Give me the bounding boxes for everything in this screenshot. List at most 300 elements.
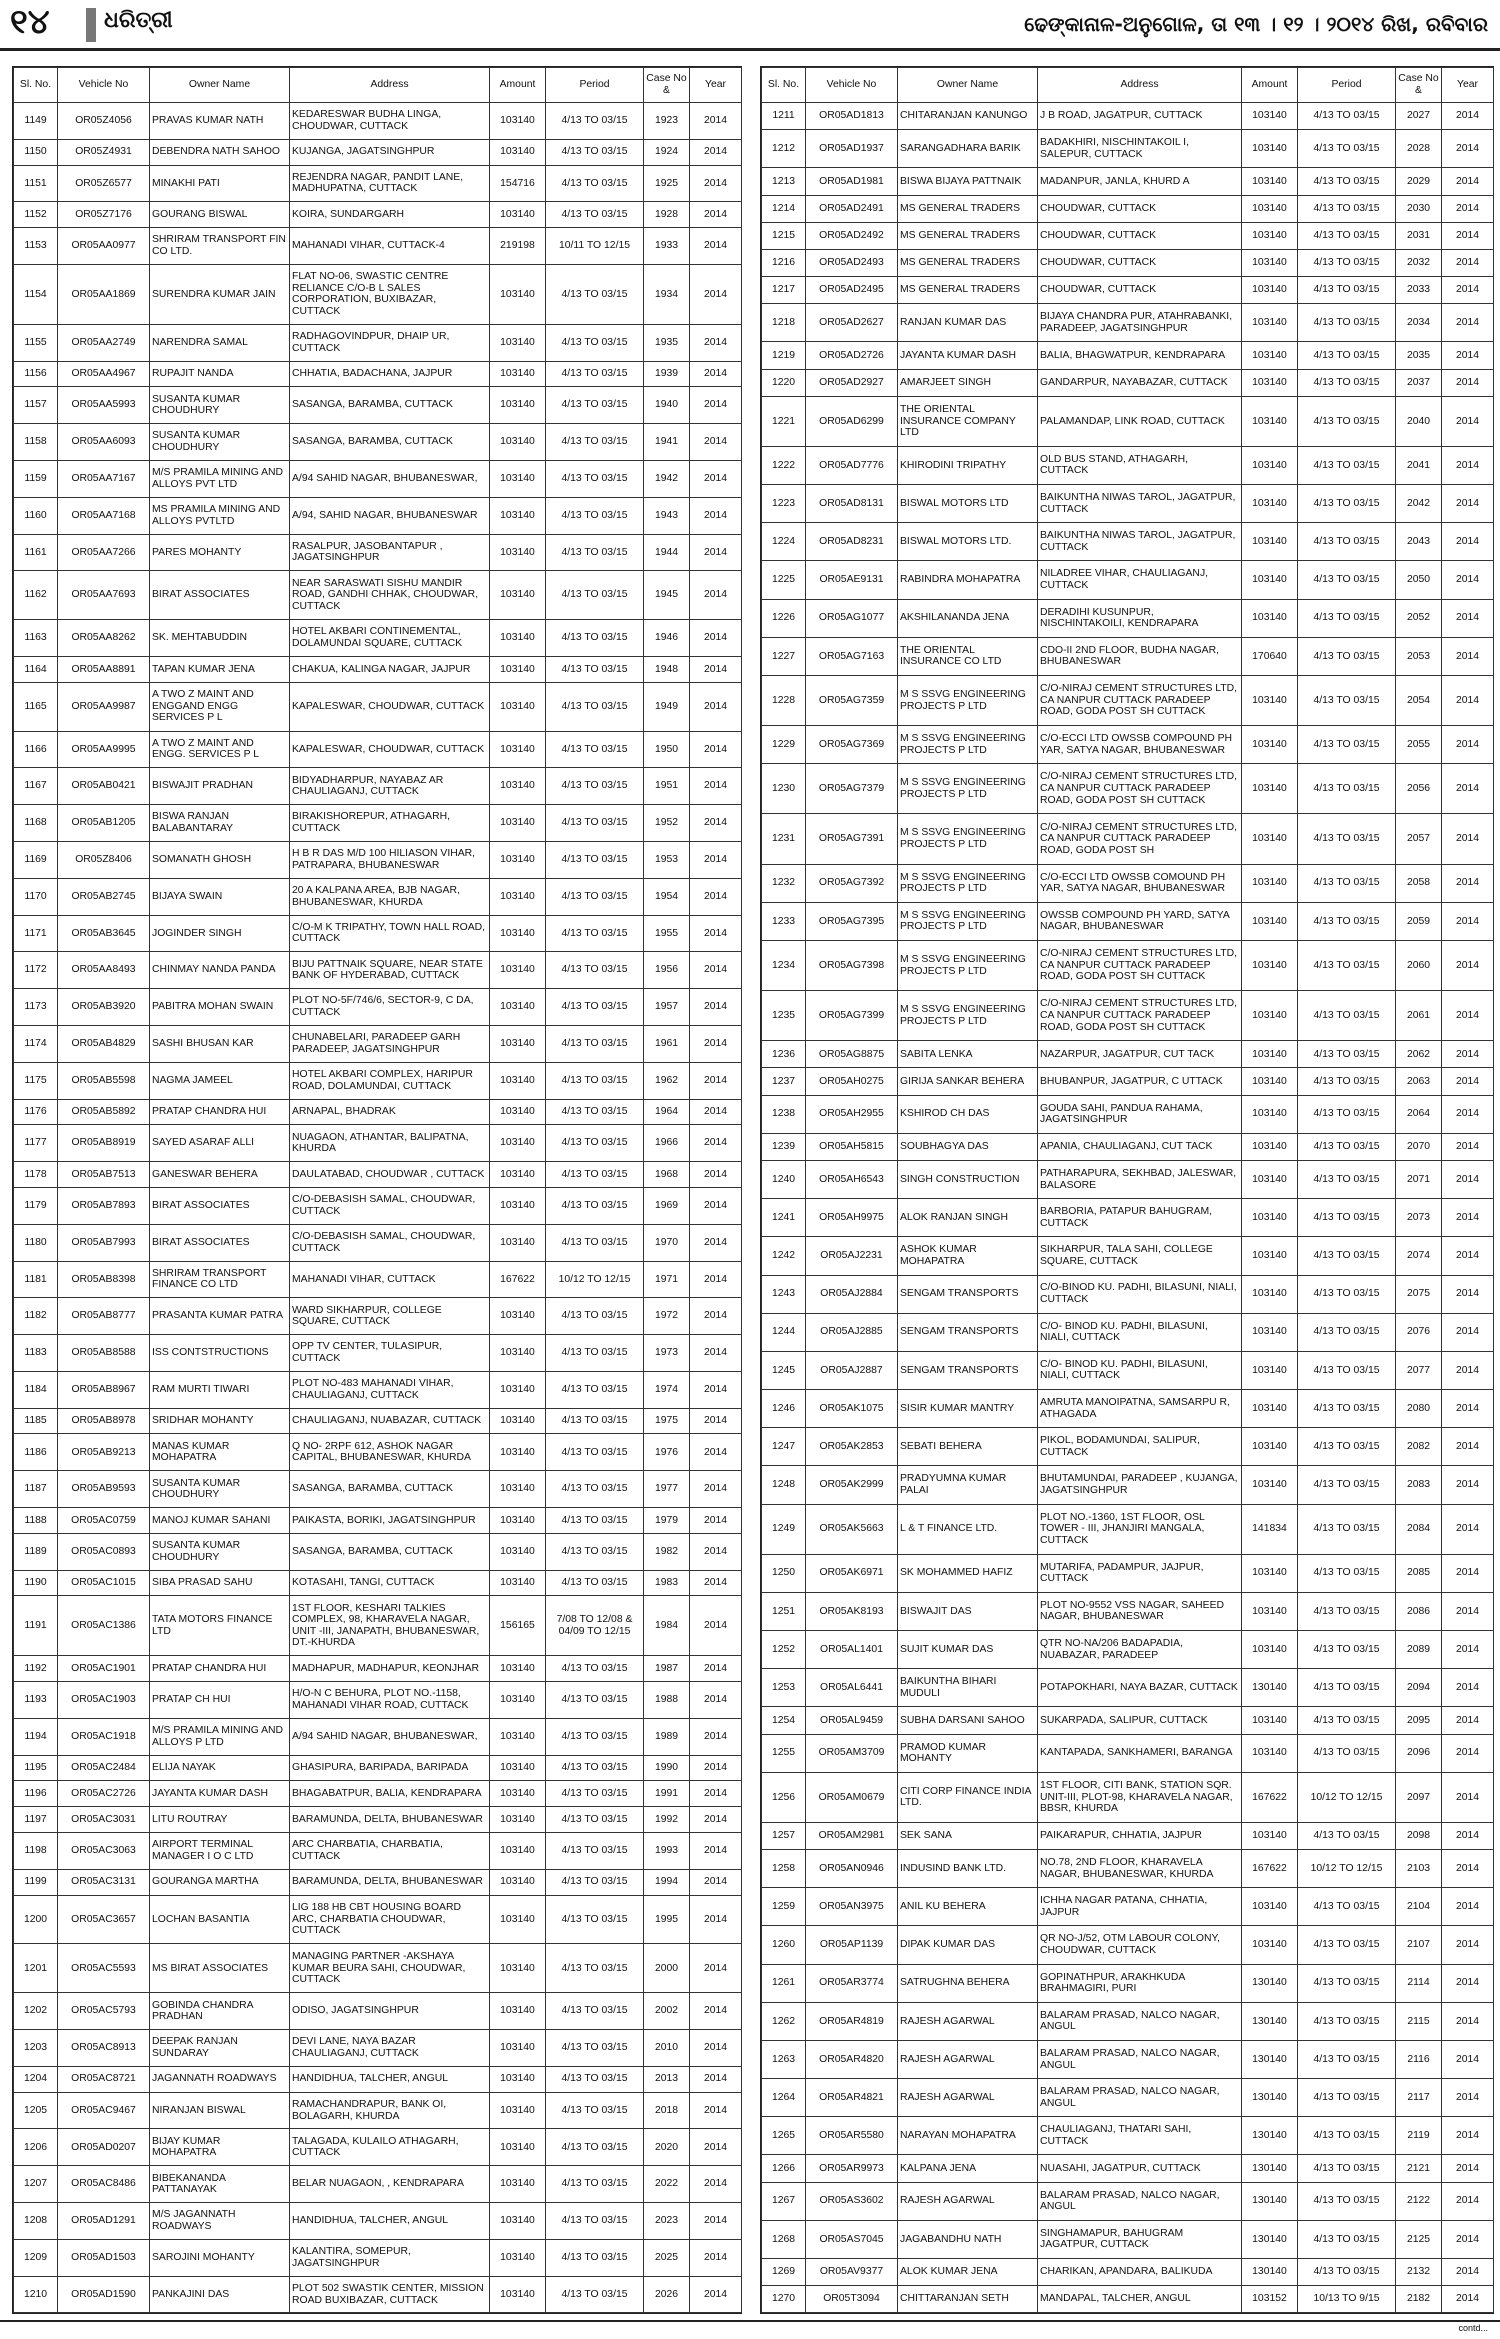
cell-vehicle-no: OR05AA5993: [58, 387, 150, 424]
cell-owner-name: BIRAT ASSOCIATES: [150, 1187, 290, 1224]
cell-vehicle-no: OR05AC0893: [58, 1533, 150, 1570]
cell-address: FLAT NO-06, SWASTIC CENTRE RELIANCE C/O-B L SALES CORPORATION, BUXIBAZAR, CUTTACK: [290, 264, 490, 324]
cell-case-no: 1982: [644, 1533, 690, 1570]
cell-amount: 103140: [490, 424, 546, 461]
cell-owner-name: RAJESH AGARWAL: [898, 2002, 1038, 2040]
table-row: [762, 168, 1494, 195]
table-row: [14, 1807, 742, 1833]
cell-case-no: 2042: [1396, 485, 1442, 523]
cell-amount: 103140: [490, 1371, 546, 1408]
table-row: [762, 2182, 1494, 2220]
cell-period: 4/13 TO 03/15: [1298, 222, 1396, 249]
cell-sl-no: 1252: [762, 1631, 806, 1669]
cell-period: 4/13 TO 03/15: [546, 2092, 644, 2129]
cell-vehicle-no: OR05AJ2887: [806, 1351, 898, 1389]
cell-address: HOTEL AKBARI COMPLEX, HARIPUR ROAD, DOLAMUNDAI, CUTTACK: [290, 1062, 490, 1099]
cell-period: 4/13 TO 03/15: [1298, 1351, 1396, 1389]
cell-case-no: 2115: [1396, 2002, 1442, 2040]
cell-address: QR NO-J/52, OTM LABOUR COLONY, CHOUDWAR, CUTTACK: [1038, 1926, 1242, 1964]
cell-case-no: 1992: [644, 1807, 690, 1833]
cell-case-no: 1984: [644, 1596, 690, 1656]
cell-address: C/O-DEBASISH SAMAL, CHOUDWAR, CUTTACK: [290, 1187, 490, 1224]
table-row: [762, 2002, 1494, 2040]
cell-period: 4/13 TO 03/15: [546, 1099, 644, 1125]
table-row: [14, 1895, 742, 1944]
cell-sl-no: 1151: [14, 165, 58, 202]
cell-year: 2014: [1442, 1822, 1494, 1849]
cell-vehicle-no: OR05AH5815: [806, 1133, 898, 1160]
cell-year: 2014: [690, 1570, 742, 1596]
cell-sl-no: 1185: [14, 1408, 58, 1434]
cell-vehicle-no: OR05AG7379: [806, 764, 898, 814]
cell-sl-no: 1234: [762, 940, 806, 990]
cell-period: 4/13 TO 03/15: [1298, 1707, 1396, 1734]
table-row: [14, 1298, 742, 1335]
header-address: Address: [290, 68, 490, 103]
cell-vehicle-no: OR05AC8721: [58, 2066, 150, 2092]
cell-sl-no: 1262: [762, 2002, 806, 2040]
cell-year: 2014: [1442, 369, 1494, 396]
cell-case-no: 1951: [644, 768, 690, 805]
cell-address: C/O-NIRAJ CEMENT STRUCTURES LTD, CA NANPUR CUTTACK PARADEEP ROAD, GODA POST SH CUTTACK: [1038, 940, 1242, 990]
table-row: [762, 814, 1494, 864]
cell-sl-no: 1200: [14, 1895, 58, 1944]
cell-address: OWSSB COMPOUND PH YARD, SATYA NAGAR, BHUBANESWAR: [1038, 902, 1242, 940]
cell-amount: 103140: [1242, 1160, 1298, 1198]
cell-owner-name: NARENDRA SAMAL: [150, 324, 290, 361]
cell-amount: 167622: [1242, 1772, 1298, 1822]
cell-case-no: 2031: [1396, 222, 1442, 249]
cell-address: BIRAKISHOREPUR, ATHAGARH, CUTTACK: [290, 805, 490, 842]
cell-vehicle-no: OR05AL9459: [806, 1707, 898, 1734]
cell-owner-name: M/S PRAMILA MINING AND ALLOYS P LTD: [150, 1718, 290, 1755]
cell-case-no: 1923: [644, 103, 690, 140]
cell-sl-no: 1205: [14, 2092, 58, 2129]
cell-year: 2014: [1442, 1554, 1494, 1592]
cell-case-no: 1953: [644, 841, 690, 878]
cell-amount: 103140: [490, 2092, 546, 2129]
cell-owner-name: RUPAJIT NANDA: [150, 361, 290, 387]
cell-case-no: 2080: [1396, 1390, 1442, 1428]
cell-owner-name: BIBEKANANDA PATTANAYAK: [150, 2166, 290, 2203]
cell-vehicle-no: OR05AJ2231: [806, 1237, 898, 1275]
table-row: [762, 1041, 1494, 1068]
cell-address: SINGHAMAPUR, BAHUGRAM JAGATPUR, CUTTACK: [1038, 2220, 1242, 2258]
cell-vehicle-no: OR05AP1139: [806, 1926, 898, 1964]
table-row: [14, 878, 742, 915]
cell-sl-no: 1179: [14, 1187, 58, 1224]
cell-case-no: 2041: [1396, 446, 1442, 484]
header-sl-no: Sl. No.: [14, 68, 58, 103]
table-row: [14, 1471, 742, 1508]
cell-vehicle-no: OR05AL6441: [806, 1669, 898, 1707]
cell-owner-name: M/S PRAMILA MINING AND ALLOYS PVT LTD: [150, 460, 290, 497]
cell-period: 4/13 TO 03/15: [1298, 1926, 1396, 1964]
cell-period: 4/13 TO 03/15: [546, 805, 644, 842]
cell-address: CDO-II 2ND FLOOR, BUDHA NAGAR, BHUBANESWAR: [1038, 637, 1242, 675]
cell-period: 4/13 TO 03/15: [546, 1335, 644, 1372]
cell-case-no: 1952: [644, 805, 690, 842]
cell-sl-no: 1215: [762, 222, 806, 249]
cell-year: 2014: [1442, 1133, 1494, 1160]
table-row: [14, 103, 742, 140]
cell-sl-no: 1224: [762, 523, 806, 561]
table-row: [14, 768, 742, 805]
cell-period: 4/13 TO 03/15: [546, 952, 644, 989]
cell-case-no: 2094: [1396, 1669, 1442, 1707]
cell-case-no: 1962: [644, 1062, 690, 1099]
cell-case-no: 2076: [1396, 1313, 1442, 1351]
cell-sl-no: 1203: [14, 2030, 58, 2067]
cell-year: 2014: [690, 2276, 742, 2313]
cell-address: SASANGA, BARAMBA, CUTTACK: [290, 1471, 490, 1508]
cell-amount: 103140: [1242, 599, 1298, 637]
cell-address: A/94 SAHID NAGAR, BHUBANESWAR,: [290, 1718, 490, 1755]
cell-year: 2014: [1442, 1631, 1494, 1669]
cell-case-no: 2070: [1396, 1133, 1442, 1160]
cell-year: 2014: [1442, 1275, 1494, 1313]
cell-period: 4/13 TO 03/15: [546, 2203, 644, 2240]
cell-case-no: 2000: [644, 1944, 690, 1993]
cell-vehicle-no: OR05AA6093: [58, 424, 150, 461]
cell-address: SASANGA, BARAMBA, CUTTACK: [290, 424, 490, 461]
cell-case-no: 2023: [644, 2203, 690, 2240]
footer-rule: [0, 2320, 1500, 2322]
table-row: [762, 2117, 1494, 2155]
table-row: [762, 304, 1494, 342]
table-header-row: [762, 68, 1494, 103]
cell-sl-no: 1237: [762, 1068, 806, 1095]
cell-year: 2014: [690, 2066, 742, 2092]
cell-year: 2014: [690, 2166, 742, 2203]
cell-sl-no: 1246: [762, 1390, 806, 1428]
cell-year: 2014: [1442, 2220, 1494, 2258]
cell-sl-no: 1159: [14, 460, 58, 497]
cell-address: BHAGABATPUR, BALIA, KENDRAPARA: [290, 1781, 490, 1807]
cell-sl-no: 1231: [762, 814, 806, 864]
cell-address: GHASIPURA, BARIPADA, BARIPADA: [290, 1755, 490, 1781]
table-header-row: [14, 68, 742, 103]
cell-period: 4/13 TO 03/15: [1298, 764, 1396, 814]
table-row: [762, 675, 1494, 725]
cell-amount: 103140: [1242, 675, 1298, 725]
table-row: [762, 637, 1494, 675]
table-row: [762, 864, 1494, 902]
cell-case-no: 2027: [1396, 103, 1442, 130]
cell-owner-name: BAIKUNTHA BIHARI MUDULI: [898, 1669, 1038, 1707]
cell-year: 2014: [1442, 222, 1494, 249]
cell-year: 2014: [690, 2030, 742, 2067]
cell-year: 2014: [1442, 2155, 1494, 2182]
cell-vehicle-no: OR05AC1015: [58, 1570, 150, 1596]
cell-year: 2014: [1442, 1351, 1494, 1389]
cell-amount: 103140: [1242, 991, 1298, 1041]
cell-sl-no: 1168: [14, 805, 58, 842]
cell-period: 4/13 TO 03/15: [1298, 1554, 1396, 1592]
cell-vehicle-no: OR05AG1077: [806, 599, 898, 637]
cell-address: C/O-BINOD KU. PADHI, BILASUNI, NIALI, CUTTACK: [1038, 1275, 1242, 1313]
cell-year: 2014: [1442, 1466, 1494, 1504]
cell-amount: 103140: [490, 1508, 546, 1534]
header-vehicle-no: Vehicle No: [58, 68, 150, 103]
cell-owner-name: SENGAM TRANSPORTS: [898, 1275, 1038, 1313]
cell-year: 2014: [690, 2092, 742, 2129]
cell-amount: 130140: [1242, 2002, 1298, 2040]
cell-year: 2014: [690, 989, 742, 1026]
cell-period: 4/13 TO 03/15: [546, 768, 644, 805]
cell-period: 4/13 TO 03/15: [546, 1718, 644, 1755]
cell-case-no: 2060: [1396, 940, 1442, 990]
cell-address: H/O-N C BEHURA, PLOT NO.-1158, MAHANADI VIHAR ROAD, CUTTACK: [290, 1682, 490, 1719]
cell-year: 2014: [690, 460, 742, 497]
cell-address: BADAKHIRI, NISCHINTAKOIL I, SALEPUR, CUTTACK: [1038, 130, 1242, 168]
masthead-divider: [86, 8, 96, 42]
cell-amount: 103140: [1242, 864, 1298, 902]
table-row: [14, 1508, 742, 1534]
table-row: [762, 1707, 1494, 1734]
cell-case-no: 2182: [1396, 2286, 1442, 2313]
cell-year: 2014: [1442, 2079, 1494, 2117]
cell-case-no: 1983: [644, 1570, 690, 1596]
cell-address: C/O-NIRAJ CEMENT STRUCTURES LTD, CA NANPUR CUTTACK PARADEEP ROAD, GODA POST SH: [1038, 814, 1242, 864]
cell-address: OLD BUS STAND, ATHAGARH, CUTTACK: [1038, 446, 1242, 484]
cell-address: BIDYADHARPUR, NAYABAZ AR CHAULIAGANJ, CUTTACK: [290, 768, 490, 805]
table-row: [14, 805, 742, 842]
cell-year: 2014: [690, 768, 742, 805]
cell-vehicle-no: OR05AH9975: [806, 1199, 898, 1237]
table-row: [762, 222, 1494, 249]
cell-case-no: 1925: [644, 165, 690, 202]
cell-sl-no: 1199: [14, 1869, 58, 1895]
cell-vehicle-no: OR05AL1401: [806, 1631, 898, 1669]
cell-address: PLOT 502 SWASTIK CENTER, MISSION ROAD BUXIBAZAR, CUTTACK: [290, 2276, 490, 2313]
cell-case-no: 1945: [644, 571, 690, 620]
cell-period: 4/13 TO 03/15: [1298, 446, 1396, 484]
cell-case-no: 2028: [1396, 130, 1442, 168]
cell-vehicle-no: OR05AA7266: [58, 534, 150, 571]
cell-owner-name: THE ORIENTAL INSURANCE CO LTD: [898, 637, 1038, 675]
cell-amount: 103140: [1242, 396, 1298, 446]
cell-vehicle-no: OR05AB8777: [58, 1298, 150, 1335]
cell-year: 2014: [1442, 130, 1494, 168]
cell-amount: 103140: [1242, 485, 1298, 523]
cell-vehicle-no: OR05AK5663: [806, 1504, 898, 1554]
cell-year: 2014: [1442, 637, 1494, 675]
cell-address: KOIRA, SUNDARGARH: [290, 202, 490, 228]
cell-owner-name: BIJAYA SWAIN: [150, 878, 290, 915]
cell-owner-name: DIPAK KUMAR DAS: [898, 1926, 1038, 1964]
cell-year: 2014: [1442, 991, 1494, 1041]
cell-sl-no: 1218: [762, 304, 806, 342]
cell-owner-name: KHIRODINI TRIPATHY: [898, 446, 1038, 484]
cell-period: 4/13 TO 03/15: [546, 841, 644, 878]
cell-owner-name: NAGMA JAMEEL: [150, 1062, 290, 1099]
cell-amount: 103140: [1242, 1068, 1298, 1095]
cell-period: 10/12 TO 12/15: [1298, 1772, 1396, 1822]
cell-vehicle-no: OR05AA4967: [58, 361, 150, 387]
cell-year: 2014: [1442, 1707, 1494, 1734]
cell-address: J B ROAD, JAGATPUR, CUTTACK: [1038, 103, 1242, 130]
cell-owner-name: SHRIRAM TRANSPORT FINANCE CO LTD: [150, 1261, 290, 1298]
cell-year: 2014: [690, 915, 742, 952]
cell-year: 2014: [1442, 1964, 1494, 2002]
table-row: [762, 599, 1494, 637]
cell-owner-name: SINGH CONSTRUCTION: [898, 1160, 1038, 1198]
cell-sl-no: 1149: [14, 103, 58, 140]
cell-year: 2014: [690, 1224, 742, 1261]
cell-address: C/O- BINOD KU. PADHI, BILASUNI, NIALI, CUTTACK: [1038, 1313, 1242, 1351]
cell-owner-name: GIRIJA SANKAR BEHERA: [898, 1068, 1038, 1095]
cell-amount: 103140: [1242, 1926, 1298, 1964]
cell-address: KAPALESWAR, CHOUDWAR, CUTTACK: [290, 731, 490, 768]
cell-address: C/O-ECCI LTD OWSSB COMOUND PH YAR, SATYA NAGAR, BHUBANESWAR: [1038, 864, 1242, 902]
cell-case-no: 1993: [644, 1833, 690, 1870]
cell-amount: 103140: [1242, 1592, 1298, 1630]
cell-year: 2014: [690, 1335, 742, 1372]
cell-year: 2014: [1442, 1504, 1494, 1554]
cell-owner-name: BISWAL MOTORS LTD.: [898, 523, 1038, 561]
cell-period: 4/13 TO 03/15: [546, 1224, 644, 1261]
cell-year: 2014: [1442, 1237, 1494, 1275]
cell-owner-name: ELIJA NAYAK: [150, 1755, 290, 1781]
cell-year: 2014: [690, 571, 742, 620]
cell-vehicle-no: OR05AM3709: [806, 1734, 898, 1772]
cell-year: 2014: [1442, 1592, 1494, 1630]
cell-period: 4/13 TO 03/15: [546, 2030, 644, 2067]
cell-sl-no: 1263: [762, 2040, 806, 2078]
cell-vehicle-no: OR05AD2726: [806, 342, 898, 369]
cell-case-no: 1989: [644, 1718, 690, 1755]
table-row: [14, 1125, 742, 1162]
masthead-rule: [0, 48, 1500, 51]
cell-amount: 103140: [1242, 1275, 1298, 1313]
cell-sl-no: 1193: [14, 1682, 58, 1719]
cell-vehicle-no: OR05AM2981: [806, 1822, 898, 1849]
cell-amount: 103140: [1242, 195, 1298, 222]
cell-year: 2014: [690, 1298, 742, 1335]
cell-sl-no: 1265: [762, 2117, 806, 2155]
cell-sl-no: 1160: [14, 497, 58, 534]
cell-address: C/O-NIRAJ CEMENT STRUCTURES LTD, CA NANPUR CUTTACK PARADEEP ROAD, GODA POST SH CUTTACK: [1038, 991, 1242, 1041]
cell-case-no: 2074: [1396, 1237, 1442, 1275]
cell-period: 4/13 TO 03/15: [546, 1062, 644, 1099]
cell-vehicle-no: OR05AN0946: [806, 1850, 898, 1888]
cell-address: BIJAYA CHANDRA PUR, ATAHRABANKI, PARADEEP, JAGATSINGHPUR: [1038, 304, 1242, 342]
cell-sl-no: 1174: [14, 1025, 58, 1062]
header-owner-name: Owner Name: [150, 68, 290, 103]
cell-amount: 103140: [1242, 1390, 1298, 1428]
cell-amount: 103140: [1242, 277, 1298, 304]
cell-sl-no: 1209: [14, 2239, 58, 2276]
left-table-panel: [12, 66, 742, 2314]
cell-year: 2014: [690, 1755, 742, 1781]
table-row: [762, 277, 1494, 304]
cell-period: 4/13 TO 03/15: [546, 620, 644, 657]
cell-period: 4/13 TO 03/15: [1298, 1466, 1396, 1504]
cell-owner-name: JAGABANDHU NATH: [898, 2220, 1038, 2258]
table-row: [14, 915, 742, 952]
cell-period: 4/13 TO 03/15: [546, 1807, 644, 1833]
cell-year: 2014: [1442, 1850, 1494, 1888]
cell-year: 2014: [690, 682, 742, 731]
table-row: [762, 1669, 1494, 1707]
cell-vehicle-no: OR05AB8588: [58, 1335, 150, 1372]
table-row: [14, 424, 742, 461]
table-row: [14, 620, 742, 657]
header-case-no: Case No &: [1396, 68, 1442, 103]
table-row: [762, 103, 1494, 130]
cell-vehicle-no: OR05AB5892: [58, 1099, 150, 1125]
cell-sl-no: 1239: [762, 1133, 806, 1160]
cell-period: 4/13 TO 03/15: [1298, 2117, 1396, 2155]
table-row: [762, 1428, 1494, 1466]
table-row: [762, 1390, 1494, 1428]
cell-case-no: 2114: [1396, 1964, 1442, 2002]
cell-owner-name: ALOK KUMAR JENA: [898, 2258, 1038, 2285]
cell-sl-no: 1157: [14, 387, 58, 424]
cell-sl-no: 1261: [762, 1964, 806, 2002]
cell-address: 20 A KALPANA AREA, BJB NAGAR, BHUBANESWAR, KHURDA: [290, 878, 490, 915]
cell-amount: 103140: [1242, 130, 1298, 168]
cell-year: 2014: [1442, 1068, 1494, 1095]
cell-amount: 103140: [490, 989, 546, 1026]
cell-address: BIJU PATTNAIK SQUARE, NEAR STATE BANK OF HYDERABAD, CUTTACK: [290, 952, 490, 989]
cell-amount: 130140: [1242, 2258, 1298, 2285]
cell-owner-name: NARAYAN MOHAPATRA: [898, 2117, 1038, 2155]
header-period: Period: [1298, 68, 1396, 103]
cell-sl-no: 1241: [762, 1199, 806, 1237]
cell-sl-no: 1247: [762, 1428, 806, 1466]
cell-owner-name: PRAVAS KUMAR NATH: [150, 103, 290, 140]
cell-year: 2014: [690, 952, 742, 989]
cell-case-no: 2050: [1396, 561, 1442, 599]
cell-owner-name: GANESWAR BEHERA: [150, 1162, 290, 1188]
table-row: [14, 1944, 742, 1993]
cell-amount: 103140: [1242, 523, 1298, 561]
table-row: [762, 940, 1494, 990]
header-year: Year: [690, 68, 742, 103]
cell-period: 4/13 TO 03/15: [1298, 1275, 1396, 1313]
table-row: [762, 249, 1494, 276]
cell-sl-no: 1270: [762, 2286, 806, 2313]
cell-year: 2014: [1442, 1772, 1494, 1822]
table-row: [762, 342, 1494, 369]
cell-period: 4/13 TO 03/15: [1298, 396, 1396, 446]
cell-sl-no: 1267: [762, 2182, 806, 2220]
cell-owner-name: RAJESH AGARWAL: [898, 2182, 1038, 2220]
cell-address: RASALPUR, JASOBANTAPUR , JAGATSINGHPUR: [290, 534, 490, 571]
cell-case-no: 1979: [644, 1508, 690, 1534]
table-row: [14, 1224, 742, 1261]
cell-year: 2014: [690, 202, 742, 228]
cell-vehicle-no: OR05AD2495: [806, 277, 898, 304]
cell-case-no: 1954: [644, 878, 690, 915]
header-vehicle-no: Vehicle No: [806, 68, 898, 103]
cell-vehicle-no: OR05AA1869: [58, 264, 150, 324]
cell-period: 4/13 TO 03/15: [546, 2066, 644, 2092]
cell-amount: 103140: [1242, 1041, 1298, 1068]
cell-amount: 103140: [1242, 103, 1298, 130]
cell-sl-no: 1206: [14, 2129, 58, 2166]
table-row: [14, 1371, 742, 1408]
table-row: [762, 2155, 1494, 2182]
cell-amount: 103140: [490, 1187, 546, 1224]
cell-sl-no: 1235: [762, 991, 806, 1041]
cell-address: BALIA, BHAGWATPUR, KENDRAPARA: [1038, 342, 1242, 369]
cell-period: 10/12 TO 12/15: [1298, 1850, 1396, 1888]
table-row: [762, 195, 1494, 222]
cell-period: 4/13 TO 03/15: [546, 424, 644, 461]
